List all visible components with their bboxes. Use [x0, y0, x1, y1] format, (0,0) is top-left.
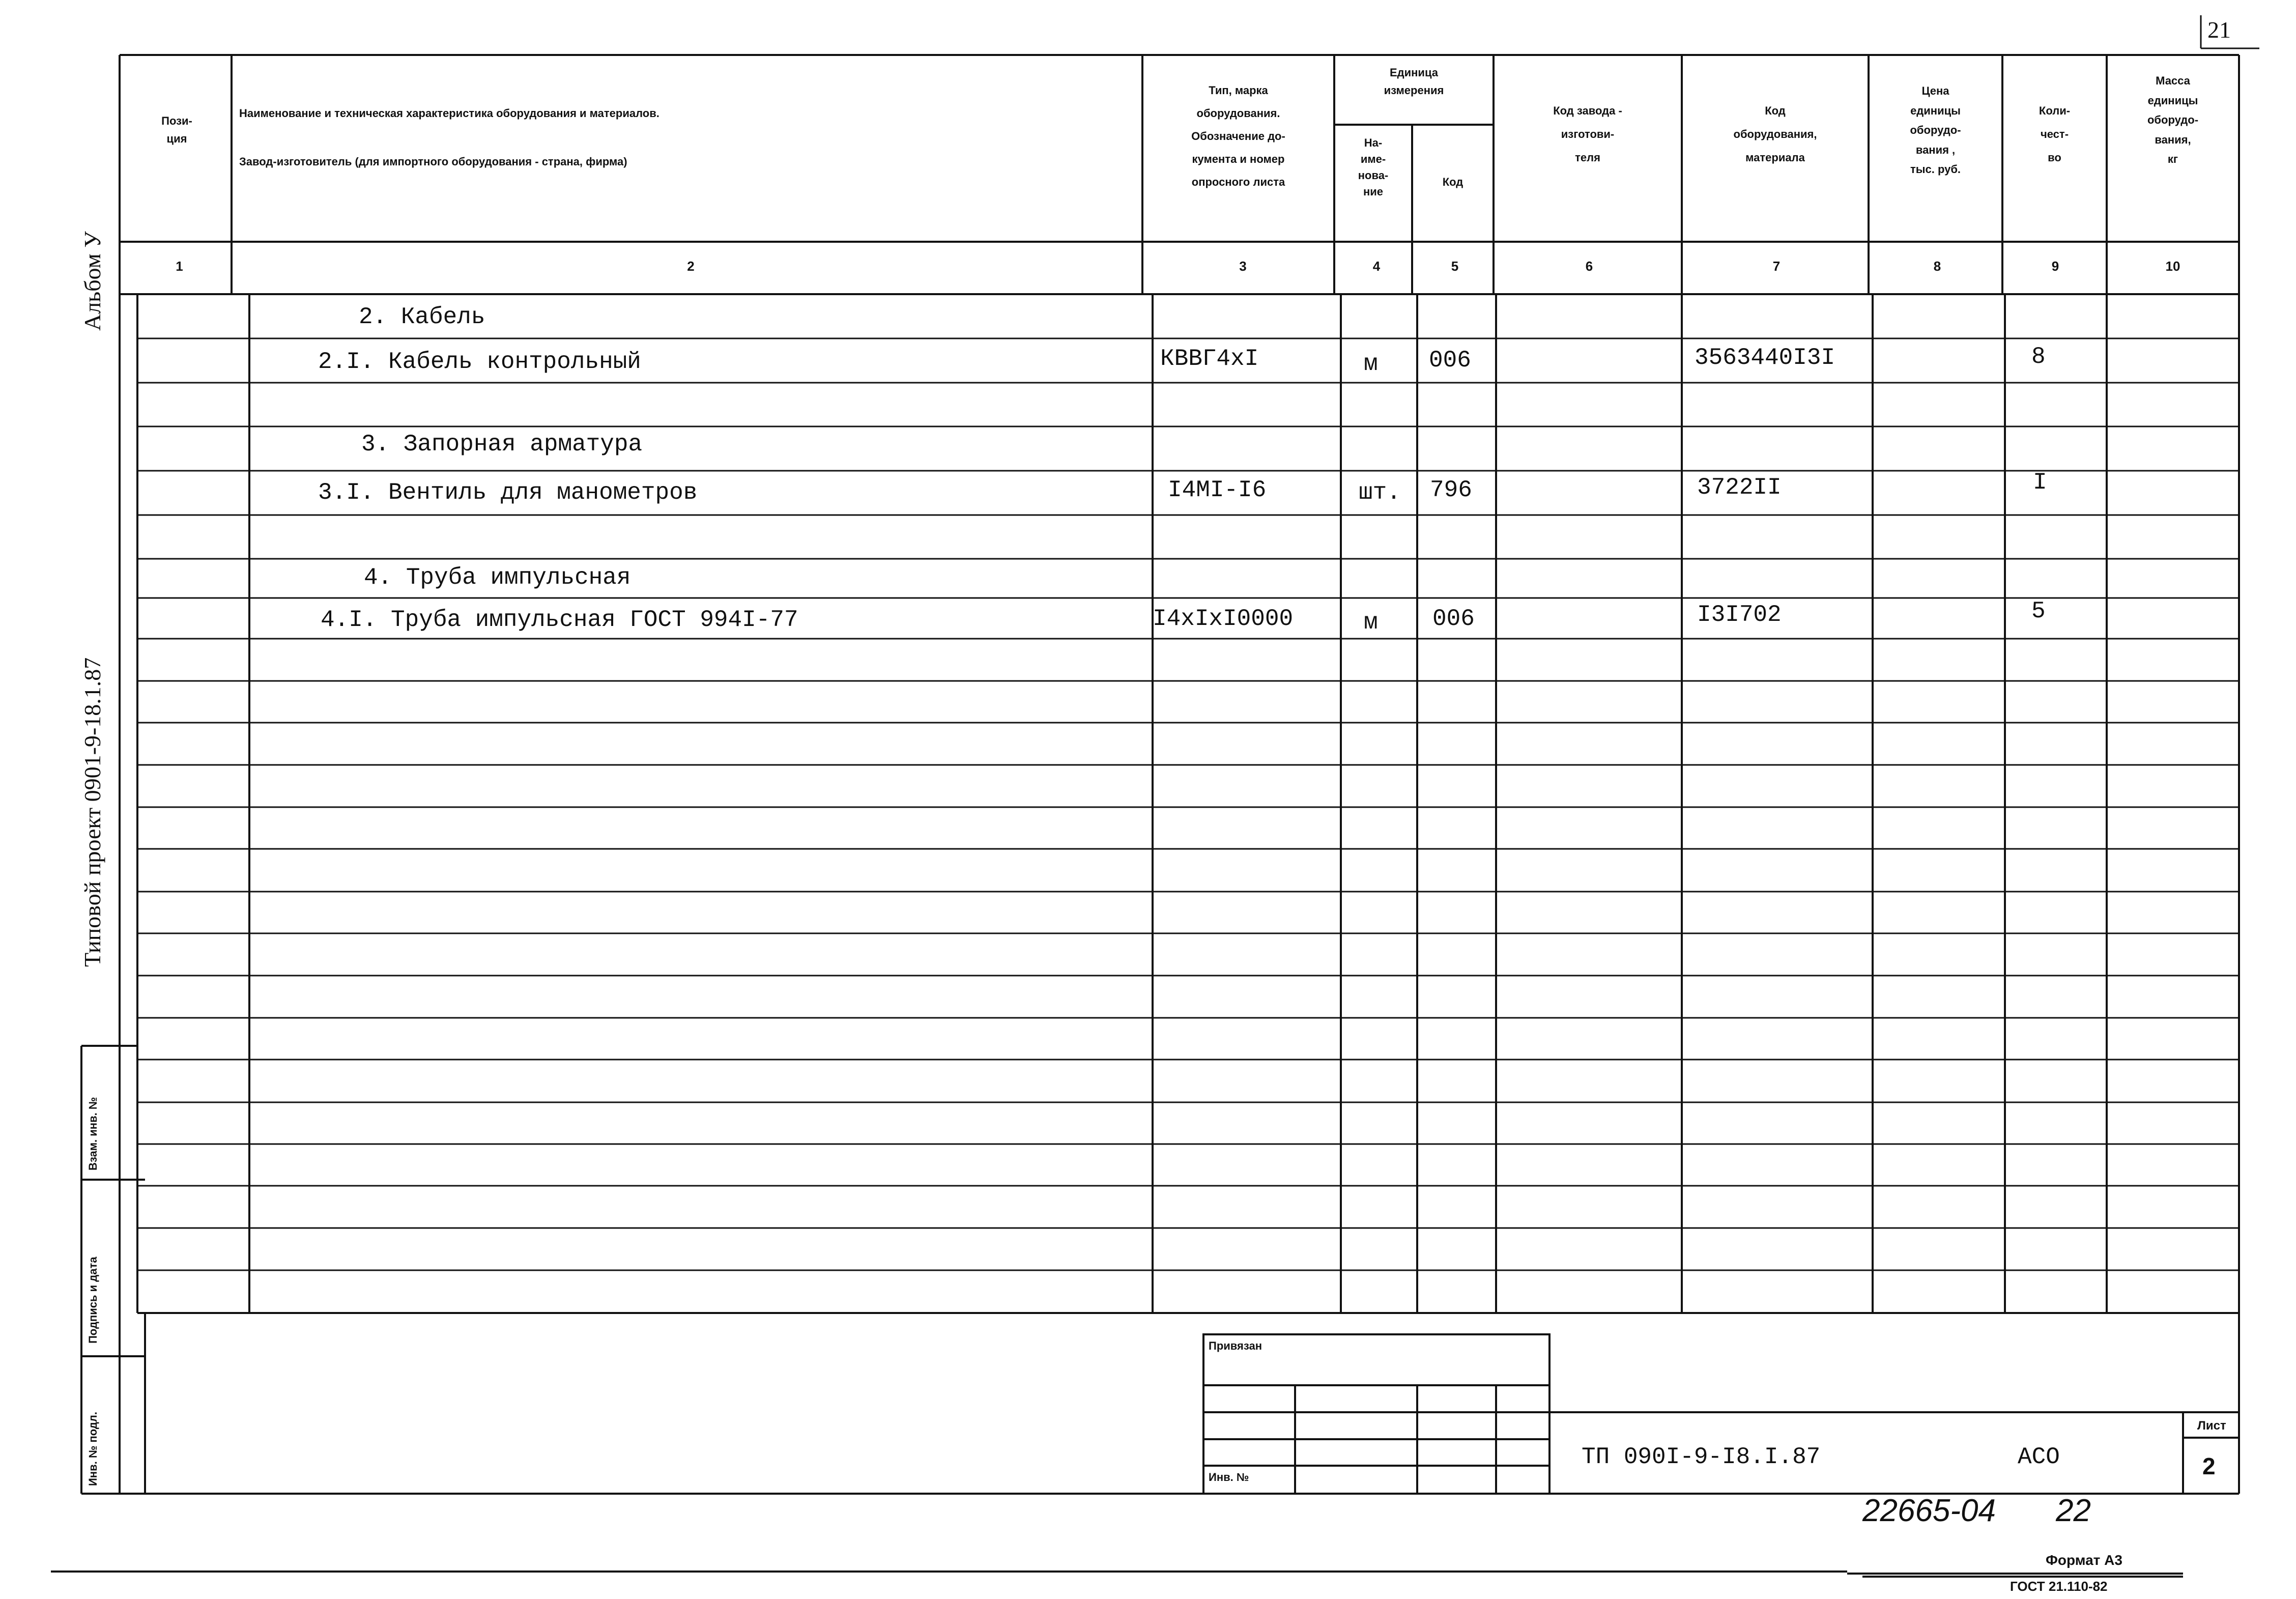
row-item-material-code: I3I702 — [1697, 602, 1782, 628]
document-designation: ТП 090I-9-I8.I.87 — [1582, 1444, 1821, 1470]
row-item-material-code: 3563440I3I — [1695, 345, 1835, 371]
row-section-cable: 2. Кабель — [359, 304, 485, 330]
stamp-label-original-inv: Инв. № подл. — [87, 1412, 99, 1486]
stamp-label-signature-date: Подпись и дата — [87, 1257, 99, 1344]
col-number-8: 8 — [1933, 259, 1941, 274]
inventory-number-label: Инв. № — [1209, 1471, 1249, 1483]
row-item-unit-code: 006 — [1429, 347, 1471, 374]
header-type: Тип, марка оборудования. Обозначение до- кумента и номер опросного листа — [1191, 84, 1285, 189]
col-number-9: 9 — [2051, 259, 2059, 274]
header-manufacturer-code: Код завода - изготови- теля — [1553, 104, 1622, 164]
album-label: Альбом У — [79, 231, 105, 331]
row-item-type: I4хIхI0000 — [1153, 606, 1294, 632]
standard-label: ГОСТ 21.110-82 — [2010, 1579, 2108, 1594]
row-item-type: КВВГ4хI — [1160, 346, 1259, 372]
row-item-unit: м — [1364, 609, 1378, 636]
header-material-code: Код оборудования, материала — [1733, 104, 1817, 164]
attached-label: Привязан — [1209, 1339, 1262, 1352]
row-item-unit: м — [1364, 351, 1378, 377]
stamp-label-replaced-inv: Взам. инв. № — [87, 1097, 99, 1170]
handwritten-page: 22 — [2056, 1493, 2091, 1528]
row-item-unit-code: 796 — [1430, 477, 1472, 503]
col-number-2: 2 — [687, 259, 695, 274]
row-item-unit-code: 006 — [1432, 606, 1475, 632]
col-number-10: 10 — [2165, 259, 2180, 274]
col-number-7: 7 — [1772, 259, 1781, 274]
row-section-valves: 3. Запорная арматура — [361, 431, 643, 458]
row-item-type: I4МI-I6 — [1168, 477, 1267, 503]
document-mark: АСО — [2018, 1444, 2060, 1470]
row-item-name: 4.I. Труба импульсная ГОСТ 994I-77 — [321, 607, 798, 633]
row-item-quantity: 8 — [2031, 344, 2046, 370]
header-price: Цена единицы оборудо- вания , тыс. руб. — [1910, 84, 1961, 176]
col-number-6: 6 — [1585, 259, 1593, 274]
sheet-label: Лист — [2197, 1419, 2226, 1433]
col-number-4: 4 — [1372, 259, 1381, 274]
header-name-line2: Завод-изготовитель (для импортного оборудования - страна, фирма) — [239, 155, 627, 168]
header-name-line1: Наименование и техническая характеристика оборудования и материалов. — [239, 107, 659, 120]
header-unit-code: Код — [1442, 176, 1463, 188]
col-number-5: 5 — [1451, 259, 1459, 274]
corner-sheet-number: 21 — [2207, 17, 2231, 43]
header-position: Пози- ция — [161, 115, 192, 146]
row-section-impulse-pipe: 4. Труба импульсная — [364, 564, 631, 591]
col-number-3: 3 — [1239, 259, 1247, 274]
row-item-unit: шт. — [1359, 479, 1401, 506]
format-label: Формат А3 — [2046, 1552, 2122, 1568]
header-mass: Масса единицы оборудо- вания, кг — [2147, 74, 2199, 165]
row-item-quantity: 5 — [2031, 598, 2046, 624]
row-item-name: 2.I. Кабель контрольный — [318, 349, 641, 375]
row-item-quantity: I — [2033, 469, 2047, 496]
header-unit: Единица измерения — [1384, 66, 1444, 97]
header-quantity: Коли- чест- во — [2039, 104, 2071, 164]
handwritten-number: 22665-04 — [1862, 1493, 1996, 1528]
project-label: Типовой проект 0901-9-18.1.87 — [79, 657, 105, 967]
row-item-material-code: 3722II — [1697, 474, 1782, 501]
header-unit-name: На- име- нова- ние — [1358, 136, 1389, 198]
col-number-1: 1 — [176, 259, 183, 274]
row-item-name: 3.I. Вентиль для манометров — [318, 479, 698, 506]
sheet-number: 2 — [2202, 1453, 2216, 1479]
